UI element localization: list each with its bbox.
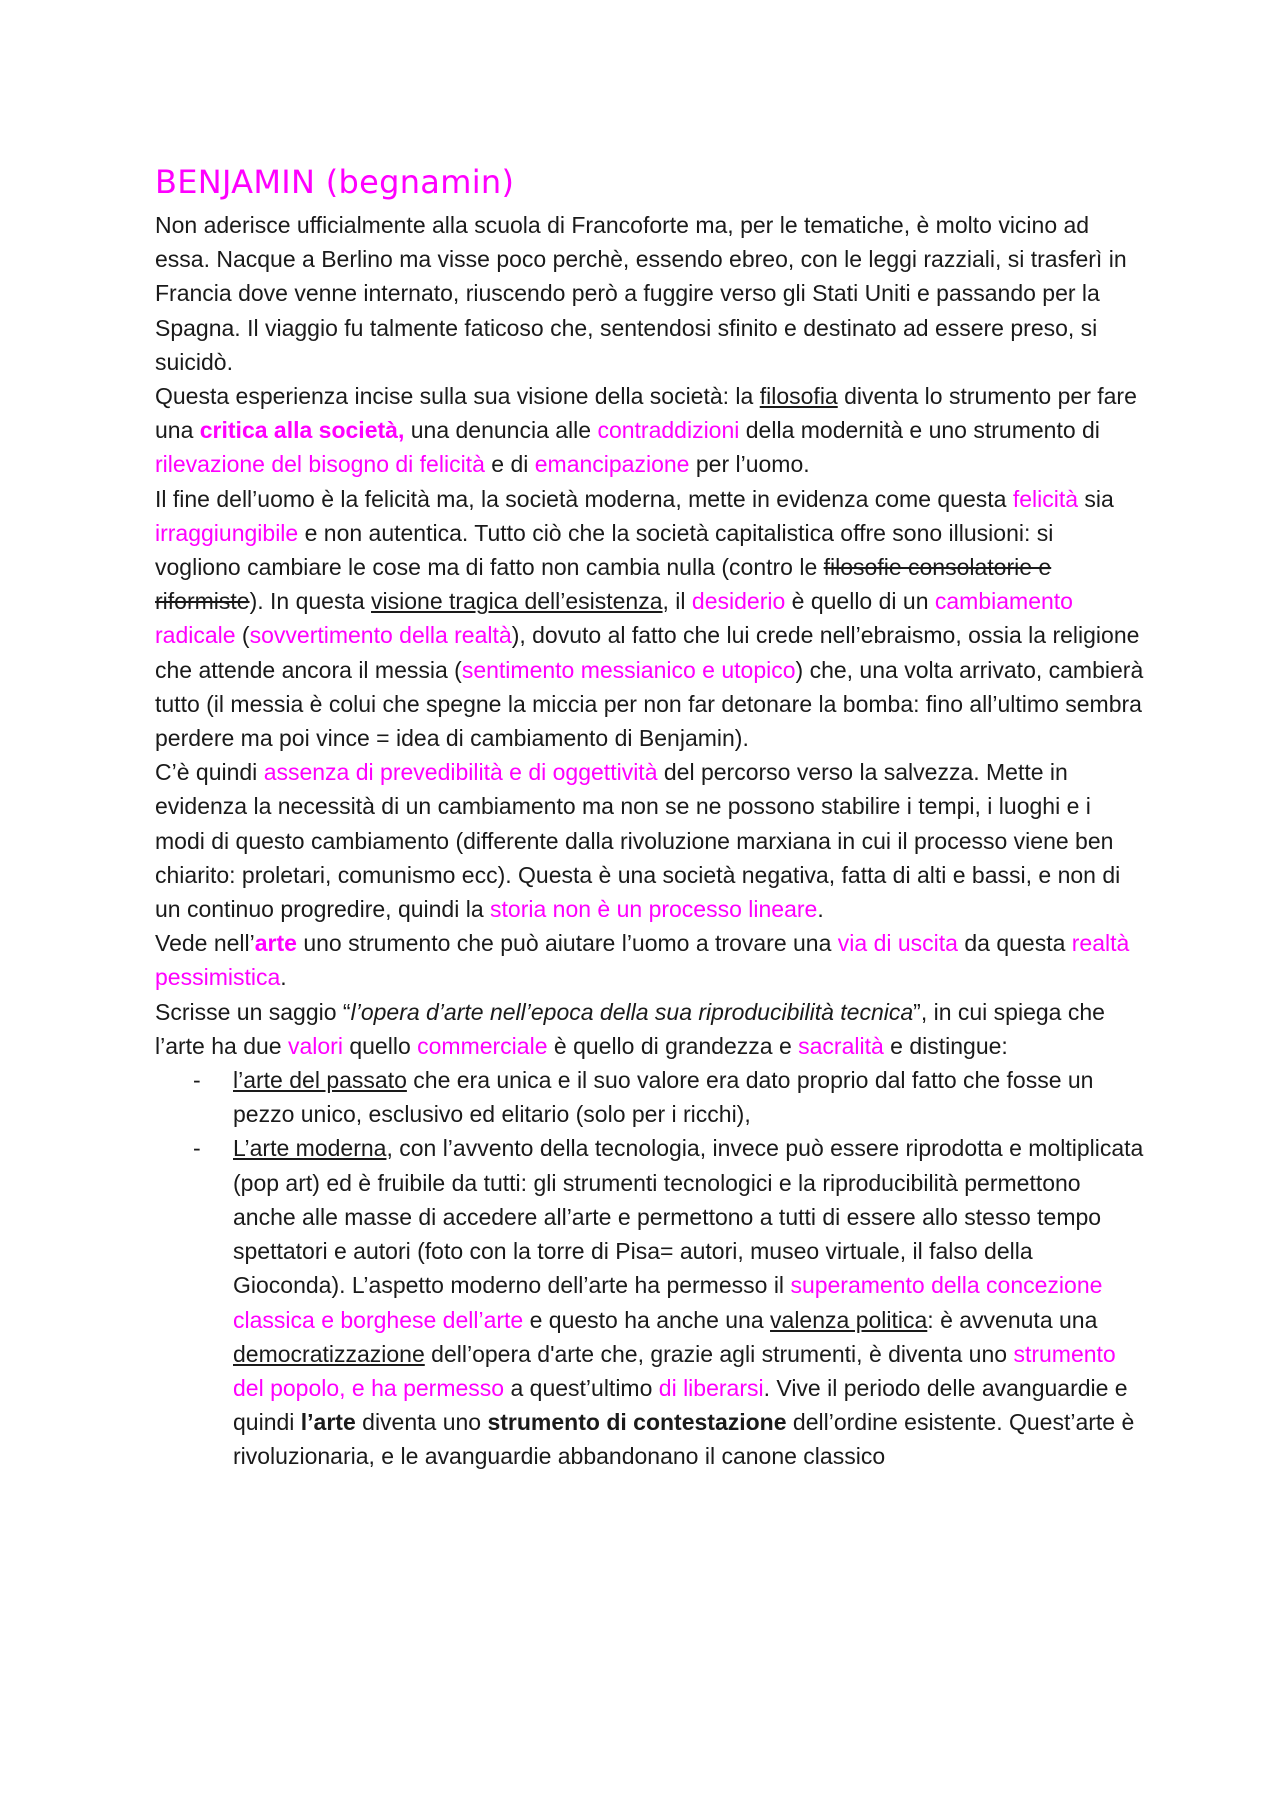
list-item <box>233 1063 1145 1131</box>
document-page <box>155 160 1145 1474</box>
highlight: assenza di prevedibilità e di oggettività <box>263 759 658 786</box>
text: diventa lo strumento per fare una <box>155 383 1137 444</box>
text: Scrisse un saggio “ <box>155 998 351 1025</box>
highlight: di liberarsi <box>658 1374 764 1401</box>
highlight: felicità <box>1012 485 1079 512</box>
highlight: sacralità <box>798 1032 884 1059</box>
essay-title: l’opera d’arte nell’epoca della sua riproducibilità tecnica <box>350 998 914 1025</box>
text: da questa <box>957 930 1072 957</box>
bullet-list <box>155 1063 1145 1473</box>
paragraph-art <box>155 926 1145 994</box>
highlight: irraggiungibile <box>155 519 299 546</box>
text: è quello di un <box>785 588 935 615</box>
highlight: cambiamento radicale <box>155 588 1073 649</box>
highlight: via di uscita <box>837 930 958 957</box>
text: Questa esperienza incise sulla sua visione della società: la <box>155 383 760 410</box>
text: del percorso verso la salvezza. Mette in evidenza la necessità di un cambiamento ma non se ne possono stabilire i tempi, i luoghi e i modi di questo cambiamento (differente dalla rivoluzione marxiana in cui il processo viene ben chiarito: proletari, comunismo ecc). Questa è una società negativa, fatta di alti e bassi, e non di un continuo progredire, quindi la <box>155 759 1121 923</box>
underlined-term: visione tragica dell’esistenza <box>371 588 663 615</box>
text: della modernità e uno strumento di <box>739 417 1100 444</box>
paragraph-happiness <box>155 482 1145 756</box>
text: ”, in cui spiega che l’arte ha due <box>155 998 1105 1059</box>
bold-term: l’arte <box>300 1409 356 1436</box>
text: dell’opera d'arte che, grazie agli strumenti, è diventa uno <box>424 1340 1014 1367</box>
text: e questo ha anche una <box>523 1306 771 1333</box>
highlight: strumento del popolo, e ha permesso <box>233 1340 1116 1401</box>
text: , con l’avvento della tecnologia, invece può essere riprodotta e moltiplicata (pop art) ed è fruibile da tutti: gli strumenti tecnologici e la riproducibilità permettono anche alle masse di accedere all’arte e permettono a tutti di essere allo stesso tempo spettatori e autori (foto con la torre di Pisa= autori, museo virtuale, il falso della Gioconda). L’aspetto moderno dell’arte ha permesso il <box>233 1135 1144 1299</box>
highlight: commerciale <box>417 1032 548 1059</box>
text: e non autentica. Tutto ciò che la società capitalistica offre sono illusioni: si vogliono cambiare le cose ma di fatto non cambia nulla (contro le <box>155 519 1054 581</box>
text: diventa uno <box>355 1409 488 1436</box>
list-item <box>233 1131 1145 1473</box>
text: una denuncia alle <box>404 417 598 444</box>
text: ) che, una volta arrivato, cambierà tutto (il messia è colui che spegne la miccia per non far detonare la bomba: fino all’ultimo sembra perdere ma poi vince = idea di cambiamento di Benjamin). <box>155 656 1144 752</box>
highlight: rilevazione del bisogno di felicità <box>155 451 485 478</box>
highlight: realtà pessimistica <box>155 930 1130 991</box>
underlined-term: valenza politica <box>770 1306 928 1333</box>
text: dell’ordine esistente. Quest’arte è rivoluzionaria, e le avanguardie abbandonano il canone classico <box>233 1409 1135 1470</box>
text: è quello di grandezza e <box>547 1032 799 1059</box>
strikethrough-text: filosofie consolatorie e riformiste <box>155 554 1052 615</box>
text: . Vive il periodo delle avanguardie e quindi <box>233 1374 1128 1436</box>
text: C’è quindi <box>155 759 264 786</box>
highlight: storia non è un processo lineare <box>490 896 818 923</box>
text: Vede nell’ <box>155 930 255 957</box>
text: Il fine dell’uomo è la felicità ma, la società moderna, mette in evidenza come questa <box>155 485 1013 512</box>
highlight-bold: arte <box>254 930 297 957</box>
page-title: BENJAMIN (begnamin) <box>155 163 515 201</box>
underlined-term: l’arte del passato <box>233 1067 407 1094</box>
text: e distingue: <box>883 1032 1008 1059</box>
text: ). In questa <box>249 588 372 615</box>
text: per l’uomo. <box>689 451 810 478</box>
paragraph-essay <box>155 995 1145 1063</box>
text: . <box>817 896 824 923</box>
underlined-term: L’arte moderna <box>233 1135 387 1162</box>
underlined-term: democratizzazione <box>233 1340 425 1367</box>
text: Non aderisce ufficialmente alla scuola di Francoforte ma, per le tematiche, è molto vicino ad essa. Nacque a Berlino ma visse poco perchè, essendo ebreo, con le leggi razziali, si trasferì in Francia dove venne internato, riuscendo però a fuggire verso gli Stati Uniti e passando per la Spagna. Il viaggio fu talmente faticoso che, sentendosi sfinito e destinato ad essere preso, si suicidò. <box>155 212 1127 375</box>
highlight-bold: critica alla società, <box>199 417 405 444</box>
bold-term: strumento di contestazione <box>487 1409 787 1436</box>
highlight: superamento della concezione classica e borghese dell’arte <box>233 1272 1103 1333</box>
text: e di <box>484 451 535 478</box>
highlight: contraddizioni <box>597 417 740 444</box>
highlight: valori <box>287 1032 343 1059</box>
text: che era unica e il suo valore era dato proprio dal fatto che fosse un pezzo unico, esclusivo ed elitario (solo per i ricchi), <box>233 1067 1094 1128</box>
highlight: desiderio <box>691 588 786 615</box>
text: , il <box>662 588 692 615</box>
highlight: sentimento messianico e utopico <box>461 656 796 683</box>
text: quello <box>342 1032 418 1059</box>
paragraph-philosophy <box>155 379 1145 482</box>
text: ( <box>235 622 250 649</box>
highlight: emancipazione <box>534 451 690 478</box>
text: ), dovuto al fatto che lui crede nell’ebraismo, ossia la religione che attende ancora il messia ( <box>155 622 1140 683</box>
paragraph-history <box>155 755 1145 926</box>
text: a quest’ultimo <box>504 1374 659 1401</box>
text: sia <box>1078 485 1114 512</box>
text: . <box>280 964 287 991</box>
paragraph-biography <box>155 208 1145 379</box>
underlined-term: filosofia <box>759 383 838 410</box>
text: : è avvenuta una <box>927 1306 1098 1333</box>
text: uno strumento che può aiutare l’uomo a trovare una <box>296 930 838 957</box>
highlight: sovvertimento della realtà <box>249 622 512 649</box>
